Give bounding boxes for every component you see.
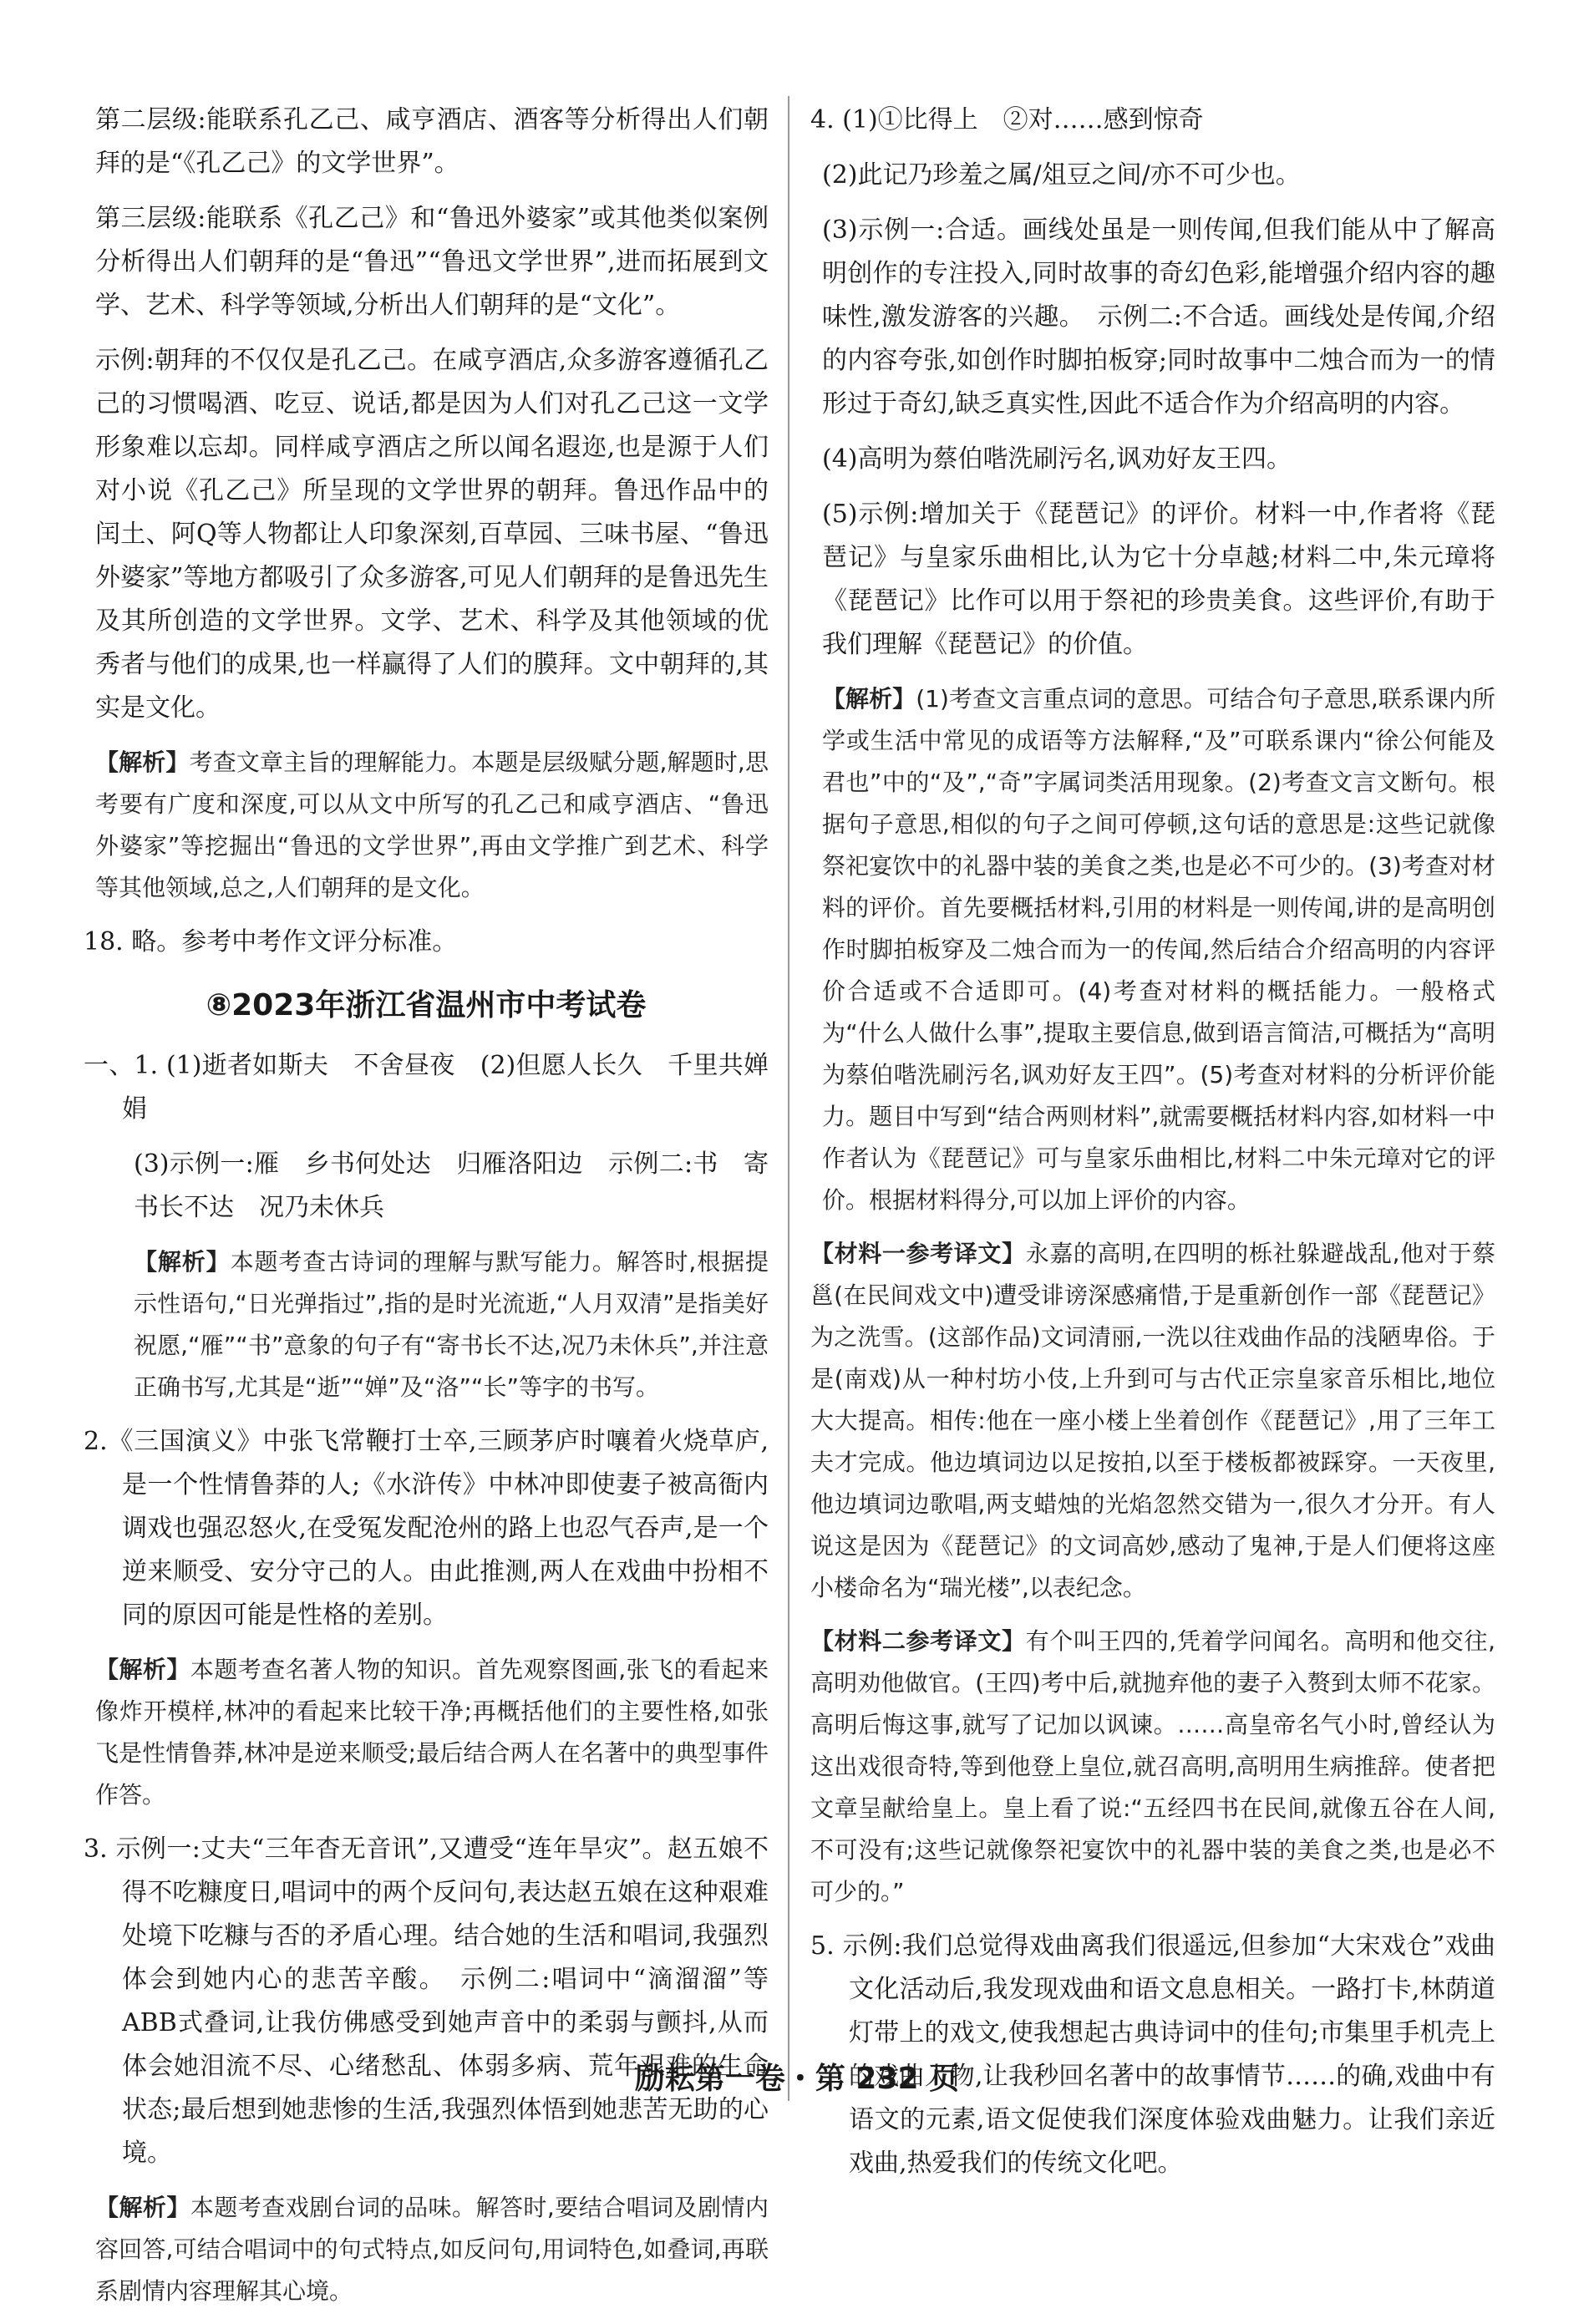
analysis-tag: 【解析】 bbox=[95, 1656, 190, 1683]
question-4-2: (2)此记乃珍羞之属/俎豆之间/亦不可少也。 bbox=[822, 160, 1301, 190]
analysis-tag: 【解析】 bbox=[95, 748, 190, 776]
analysis-q4 bbox=[810, 678, 1495, 1221]
analysis-text: (1)考查文言重点词的意思。可结合句子意思,联系课内所学或生活中常见的成语等方法解释,“及”可联系课内“徐公何能及君也”中的“及”,“奇”字属词类活用现象。(2)考查文言文断句。根据句子意思,相似的句子之间可停顿,这句话的意思是:这些记就像祭祀宴饮中的礼器中装的美食之类,也是必不可少的。(3)考查对材料的评价。首先要概括材料,引用的材料是一则传闻,讲的是高明创作时脚拍板穿及二烛合而为一的传闻,然后结合介绍高明的内容评价合适或不合适即可。(4)考查对材料的概括能力。一般格式为“什么人做什么事”,提取主要信息,做到语言简洁,可概括为“高明为蔡伯喈洗刷污名,讽劝好友王四”。(5)考查对材料的分析评价能力。题目中写到“结合两则材料”,就需要概括材料内容,如材料一中作者认为《琵琶记》可与皇家乐曲相比,材料二中朱元璋对它的评价。根据材料得分,可以加上评价的内容。 bbox=[822, 685, 1495, 1214]
question-4-1: 4. (1)①比得上 ②对……感到惊奇 bbox=[810, 105, 1204, 134]
question-5: 5. 示例:我们总觉得戏曲离我们很遥远,但参加“大宋戏仓”戏曲文化活动后,我发现戏曲和语文息息相关。一路打卡,林荫道灯带上的戏文,使我想起古典诗词中的佳句;市集里手机壳上的戏曲人物,让我秒回名著中的故事情节……的确,戏曲中有语文的元素,语文促使我们深度体验戏曲魅力。让我们亲近戏曲,热爱我们的传统文化吧。 bbox=[810, 1931, 1495, 2178]
question-4-4: (4)高明为蔡伯喈洗刷污名,讽劝好友王四。 bbox=[822, 444, 1292, 474]
answer-level-2: 第二层级:能联系孔乙己、咸亨酒店、酒客等分析得出人们朝拜的是“《孔乙己》的文学世界”。 bbox=[95, 105, 769, 178]
column-divider bbox=[788, 96, 789, 2101]
analysis-tag: 【解析】 bbox=[822, 685, 916, 713]
question-4-5: (5)示例:增加关于《琵琶记》的评价。材料一中,作者将《琵琶记》与皇家乐曲相比,认为它十分卓越;材料二中,朱元璋将《琵琶记》比作可以用于祭祀的珍贵美食。这些评价,有助于我们理解《琵琶记》的价值。 bbox=[822, 500, 1495, 659]
analysis-text: 本题考查古诗词的理解与默写能力。解答时,根据提示性语句,“日光弹指过”,指的是时光流逝,“人月双清”是指美好祝愿,“雁”“书”意象的句子有“寄书长不达,况乃未休兵”,并注意正确书写,尤其是“逝”“婵”及“洛”“长”等字的书写。 bbox=[134, 1248, 769, 1401]
translation-material-2 bbox=[810, 1621, 1495, 1913]
analysis-q2 bbox=[84, 1649, 769, 1816]
analysis-text: 考查文章主旨的理解能力。本题是层级赋分题,解题时,思考要有广度和深度,可以从文中所写的孔乙己和咸亨酒店、“鲁迅外婆家”等挖掘出“鲁迅的文学世界”,再由文学推广到艺术、科学等其他领域,总之,人们朝拜的是文化。 bbox=[95, 748, 769, 901]
analysis-tag: 【解析】 bbox=[134, 1248, 231, 1276]
analysis-text: 本题考查戏剧台词的品味。解答时,要结合唱词及剧情内容回答,可结合唱词中的句式特点,如反问句,用词特色,如叠词,再联系剧情内容理解其心境。 bbox=[95, 2194, 769, 2305]
paper-title: ⑧2023年浙江省温州市中考试卷 bbox=[206, 988, 647, 1022]
translation-tag: 【材料一参考译文】 bbox=[810, 1240, 1026, 1267]
analysis-tag: 【解析】 bbox=[95, 2194, 190, 2221]
analysis-q1 bbox=[84, 1241, 769, 1408]
question-2: 2.《三国演义》中张飞常鞭打士卒,三顾茅庐时嚷着火烧草庐,是一个性情鲁莽的人;《水浒传》中林冲即使妻子被高衙内调戏也强忍怒火,在受冤发配沧州的路上也忍气吞声,是一个逆来顺受、安分守己的人。由此推测,两人在戏曲中扮相不同的原因可能是性格的差别。 bbox=[84, 1427, 769, 1630]
question-1-line-2: (3)示例一:雁 乡书何处达 归雁洛阳边 示例二:书 寄书长不达 况乃未休兵 bbox=[134, 1149, 769, 1222]
analysis-text: 本题考查名著人物的知识。首先观察图画,张飞的看起来像炸开模样,林冲的看起来比较干净;再概括他们的主要性格,如张飞是性情鲁莽,林冲是逆来顺受;最后结合两人在名著中的典型事件作答。 bbox=[95, 1656, 769, 1809]
translation-tag: 【材料二参考译文】 bbox=[810, 1627, 1026, 1655]
translation-text: 永嘉的高明,在四明的栎社躲避战乱,他对于蔡邕(在民间戏文中)遭受诽谤深感痛惜,于是重新创作一部《琵琶记》为之洗雪。(这部作品)文词清丽,一洗以往戏曲作品的浅陋卑俗。于是(南戏)从一种村坊小伎,上升到可与古代正宗皇家音乐相比,地位大大提高。相传:他在一座小楼上坐着创作《琵琶记》,用了三年工夫才完成。他边填词边以足按拍,以至于楼板都被踩穿。一天夜里,他边填词边歌唱,两支蜡烛的光焰忽然交错为一,很久才分开。有人说这是因为《琵琶记》的文词高妙,感动了鬼神,于是人们便将这座小楼命名为“瑞光楼”,以表纪念。 bbox=[810, 1240, 1495, 1601]
page-footer: 励耘第一卷・第 232 页 bbox=[634, 2062, 960, 2096]
question-3: 3. 示例一:丈夫“三年杳无音讯”,又遭受“连年旱灾”。赵五娘不得不吃糠度日,唱词中的两个反问句,表达赵五娘在这种艰难处境下吃糠与否的矛盾心理。结合她的生活和唱词,我强烈体会到她内心的悲苦辛酸。 示例二:唱词中“滴溜溜”等ABB式叠词,让我仿佛感受到她声音中的柔弱与颤抖,从而体会她泪流不尽、心绪愁乱、体弱多病、荒年艰难的生命状态;最后想到她悲惨的生活,我强烈体悟到她悲苦无助的心境。 bbox=[84, 1834, 769, 2168]
answer-example: 示例:朝拜的不仅仅是孔乙己。在咸亨酒店,众多游客遵循孔乙己的习惯喝酒、吃豆、说话,都是因为人们对孔乙己这一文学形象难以忘却。同样咸亨酒店之所以闻名遐迩,也是源于人们对小说《孔乙己》所呈现的文学世界的朝拜。鲁迅作品中的闰土、阿Q等人物都让人印象深刻,百草园、三味书屋、“鲁迅外婆家”等地方都吸引了众多游客,可见人们朝拜的是鲁迅先生及其所创造的文学世界。文学、艺术、科学及其他领域的优秀者与他们的成果,也一样赢得了人们的膜拜。文中朝拜的,其实是文化。 bbox=[95, 346, 769, 723]
question-4-3: (3)示例一:合适。画线处虽是一则传闻,但我们能从中了解高明创作的专注投入,同时故事的奇幻色彩,能增强介绍内容的趣味性,激发游客的兴趣。 示例二:不合适。画线处是传闻,介绍的内容夸张,如创作时脚拍板穿;同时故事中二烛合而为一的情形过于奇幻,缺乏真实性,因此不适合作为介绍高明的内容。 bbox=[822, 216, 1495, 419]
translation-material-1 bbox=[810, 1233, 1495, 1609]
question-1-line-1: 一、1. (1)逝者如斯夫 不舍昼夜 (2)但愿人长久 千里共婵娟 bbox=[84, 1051, 769, 1124]
question-18: 18. 略。参考中考作文评分标准。 bbox=[84, 927, 458, 956]
analysis-q3 bbox=[84, 2187, 769, 2312]
translation-text: 有个叫王四的,凭着学问闻名。高明和他交往,高明劝他做官。(王四)考中后,就抛弃他的妻子入赘到太师不花家。高明后悔这事,就写了记加以讽谏。……高皇帝名气小时,曾经认为这出戏很奇特,等到他登上皇位,就召高明,高明用生病推辞。使者把文章呈献给皇上。皇上看了说:“五经四书在民间,就像五谷在人间,不可没有;这些记就像祭祀宴饮中的礼器中装的美食之类,也是必不可少的。” bbox=[810, 1627, 1495, 1905]
analysis-block bbox=[84, 742, 769, 909]
answer-level-3: 第三层级:能联系《孔乙己》和“鲁迅外婆家”或其他类似案例分析得出人们朝拜的是“鲁迅”“鲁迅文学世界”,进而拓展到文学、艺术、科学等领域,分析出人们朝拜的是“文化”。 bbox=[95, 204, 769, 320]
right-column bbox=[810, 99, 1495, 2197]
left-column bbox=[84, 99, 769, 2324]
